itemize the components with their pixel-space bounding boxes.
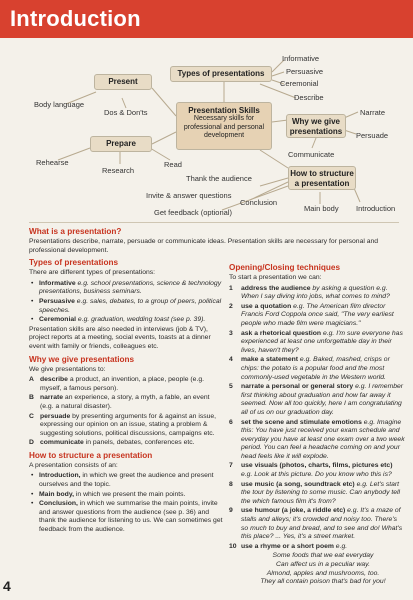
- how-item-feedback: Get feedback (optional): [154, 208, 232, 217]
- list-item: A describe a product, an invention, a place, people (e.g. myself, a famous person).: [29, 376, 204, 392]
- types-list: [29, 280, 223, 325]
- heading-why: Why we give presentations: [29, 354, 135, 364]
- list-item: • Informative e.g. school presentations, science & technology presentations, business seminars.: [39, 280, 223, 297]
- header-band: [0, 0, 413, 38]
- rhyme-line: Some foods that we eat everyday: [272, 552, 374, 560]
- how-item-conclusion: Conclusion: [240, 198, 278, 207]
- heading-opening: Opening/Closing techniques: [229, 263, 340, 272]
- center-node-subtitle: Necessary skills for professional and personal development: [183, 115, 265, 139]
- list-item: • Introduction, in which we greet the audience and present ourselves and the topic.: [39, 472, 223, 489]
- prepare-node-label: Prepare: [106, 139, 136, 148]
- list-item: 4 make a statement e.g. Baked, mashed, crisps or chips: the potato is a popular food and the most commonly-used vegetable in the Western world.: [229, 356, 390, 381]
- types-item-describe: Describe: [294, 93, 324, 102]
- list-item: 5 narrate a personal or general story e.g. I remember first thinking about graduation and how far away it seemed. Now all too quickly, here I am congratulating all of us on our graduation day.: [229, 383, 404, 416]
- why-list: [29, 376, 223, 448]
- right-column: [229, 260, 405, 587]
- rhyme-line: Can affect us in a peculiar way.: [276, 561, 370, 568]
- list-item: 2 use a quotation e.g. The American film director Francis Ford Coppola once said, "The very earliest people who made film were magicians.": [229, 302, 394, 327]
- how-item-introduction: Introduction: [356, 204, 396, 213]
- types-item-informative: Informative: [282, 54, 320, 63]
- why-item-persuade: Persuade: [356, 131, 389, 140]
- center-node: [176, 102, 272, 150]
- types-item-ceremonial: Ceremonial: [280, 79, 319, 88]
- para-open-intro: To start a presentation we can:: [229, 274, 322, 281]
- list-item: 1 address the audience by asking a question e.g. When I say diving into jobs, what comes to mind?: [229, 284, 390, 301]
- list-item: 9 use humour (a joke, a riddle etc) e.g. It's a maze of stalls and alleys; it's crowded and noisy too. There's so much to buy and bread, and to see and do! What's this place? ... Yes, it's a street market.: [229, 507, 403, 541]
- prepare-item-read: Read: [164, 160, 182, 169]
- para-what: Presentations describe, narrate, persuade or communicate ideas. Presentation skills are necessary for personal and professional development.: [29, 238, 379, 254]
- list-item: 8 use music (a song, soundtrack etc) e.g. Let's start the tour by listening to some music. Can anybody tell the which famous film it's from?: [229, 480, 401, 505]
- prepare-item-research: Research: [102, 166, 135, 175]
- present-node-label: Present: [108, 77, 138, 86]
- present-item-dos-donts: Dos & Don'ts: [104, 108, 148, 117]
- present-item-body-language: Body language: [34, 100, 85, 109]
- how-node: [288, 166, 356, 190]
- how-list: [29, 472, 223, 534]
- why-item-narrate: Narrate: [360, 108, 386, 117]
- list-item: 6 set the scene and stimulate emotions e.g. Imagine this: You have just received your exam schedule and everyday you have at least one exam over a two week period. You can feel a headache coming on and your head feels like it will explode.: [229, 418, 405, 460]
- heading-types: Types of presentations: [29, 258, 119, 268]
- list-item: • Persuasive e.g. sales, debates, to a group of peers, political speeches.: [39, 298, 223, 315]
- how-item-invite: Invite & answer questions: [146, 191, 232, 200]
- mind-map: [0, 40, 413, 222]
- list-item: 10 use a rhyme or a short poem e.g.: [229, 542, 348, 550]
- list-item: C persuade by presenting arguments for & against an issue, expressing our opinion on an issue, stating a problem & suggesting solutions, political discussions, campaigns etc.: [29, 412, 217, 437]
- how-node-label: How to structure a presentation: [290, 169, 354, 188]
- para-why-intro: We give presentations to:: [29, 365, 106, 373]
- list-item: • Ceremonial e.g. graduation, wedding toast (see p. 39).: [39, 316, 223, 325]
- types-item-persuasive: Persuasive: [286, 67, 324, 76]
- types-node-label: Types of presentations: [177, 69, 265, 78]
- techniques-list: [229, 285, 405, 552]
- list-item: D communicate in panels, debates, conferences etc.: [29, 439, 195, 447]
- list-item: • Main body, in which we present the main points.: [39, 491, 223, 500]
- present-node: [94, 74, 152, 90]
- center-node-title: Presentation Skills: [188, 106, 260, 115]
- why-node-label: Why we give presentations: [289, 117, 343, 136]
- prepare-item-rehearse: Rehearse: [36, 158, 69, 167]
- how-item-main-body: Main body: [304, 204, 339, 213]
- why-item-communicate: Communicate: [288, 150, 335, 159]
- heading-what: What is a presentation?: [29, 227, 122, 236]
- list-item: • Conclusion, in which we summarise the main points, invite and answer questions from the audience (see p. 36) and thank the audience for listening to us. We can sometimes get feedback from the audience.: [39, 500, 223, 534]
- section-divider: [29, 222, 399, 223]
- rhyme-line: Almond, apples and mushrooms, too.: [266, 569, 380, 577]
- list-item: B narrate an experience, a story, a myth, a fable, an event (e.g. a natural disaster).: [29, 394, 210, 410]
- why-node: [286, 114, 346, 138]
- how-item-thank: Thank the audience: [186, 174, 252, 183]
- list-item: 3 ask a rhetorical question e.g. I'm sure everyone has experienced at least one unforgettable day in their lives, haven't they?: [229, 329, 403, 354]
- page-title: Introduction: [10, 6, 141, 31]
- para-types-after: Presentation skills are also needed in interviews (job & TV), project reports at a meeting, social events, toasts at a dinner event with family or friends, colleagues etc.: [29, 325, 211, 350]
- prepare-node: [90, 136, 152, 152]
- rhyme-line: They all contain poison that's bad for you!: [260, 578, 386, 586]
- page-number: 4: [3, 578, 11, 594]
- heading-how: How to structure a presentation: [29, 450, 153, 460]
- para-types-intro: There are different types of presentations:: [29, 269, 156, 277]
- para-how-intro: A presentation consists of an:: [29, 461, 118, 469]
- list-item: 7 use visuals (photos, charts, films, pictures etc) e.g. Look at this picture. Do you know who this is?: [229, 462, 393, 479]
- types-node: [170, 66, 272, 82]
